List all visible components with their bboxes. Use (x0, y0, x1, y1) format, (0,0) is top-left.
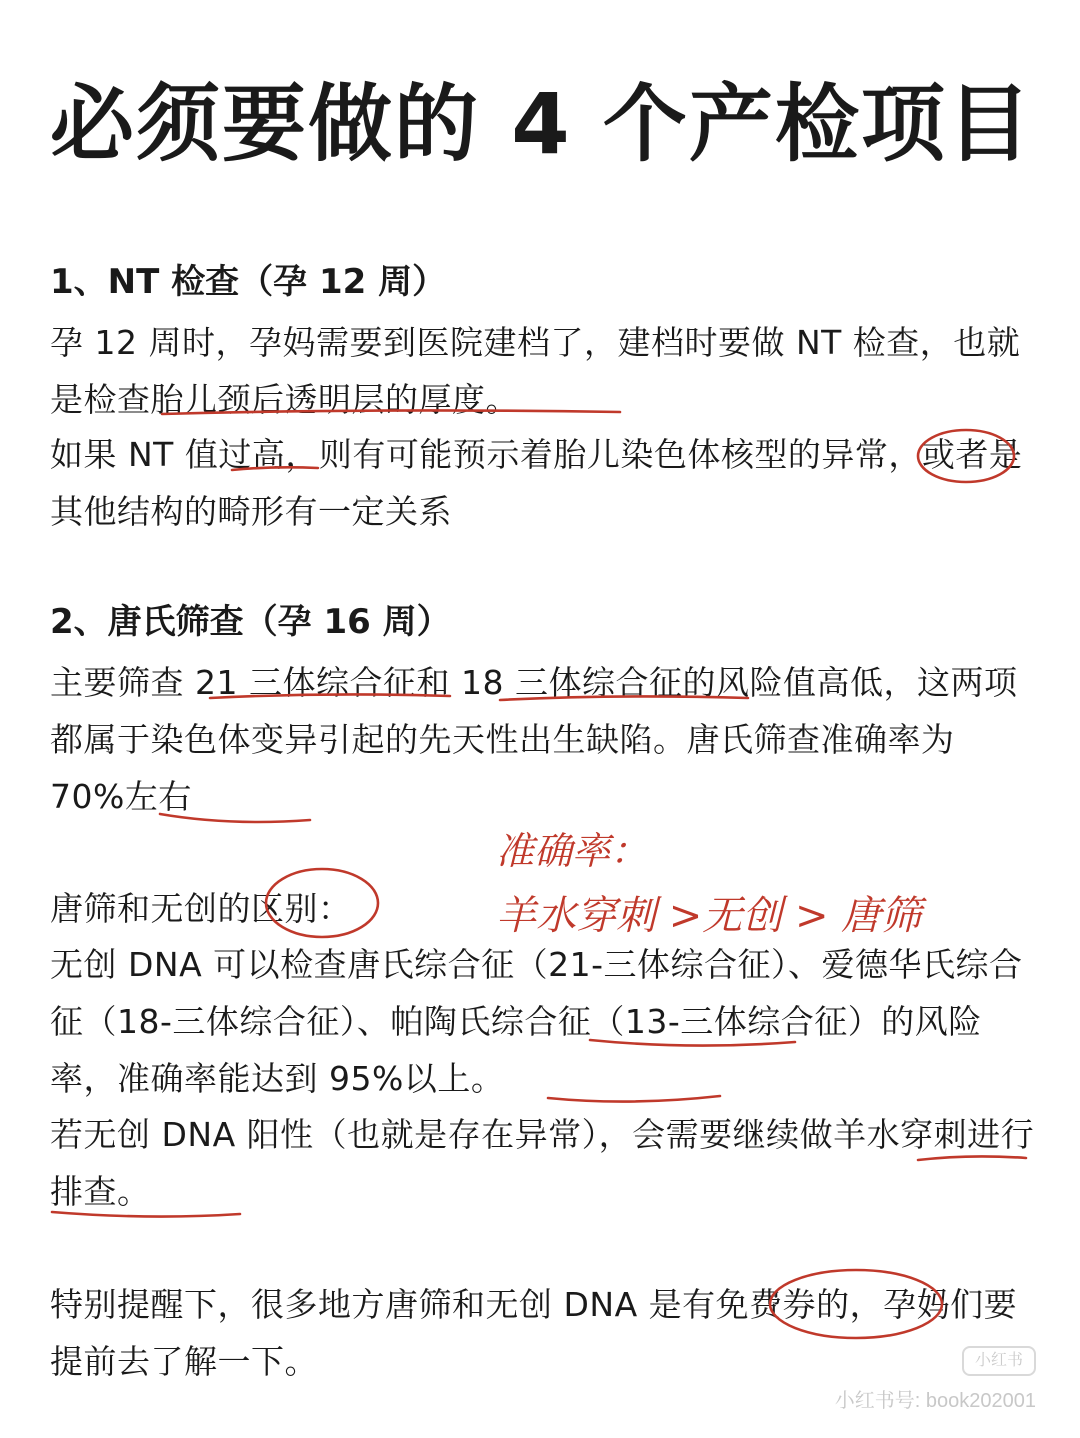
section-1-paragraph-1: 孕 12 周时，孕妈需要到医院建档了，建档时要做 NT 检查，也就是检查胎儿颈后透明层的厚度。 (50, 323, 1021, 419)
watermark-logo: 小红书 (962, 1346, 1036, 1376)
reminder-paragraph: 特别提醒下，很多地方唐筛和无创 DNA 是有免费券的，孕妈们要提前去了解一下。 (50, 1285, 1018, 1381)
circle-difference (266, 869, 378, 937)
circle-free-voucher (770, 1270, 942, 1338)
underline-trisomy-21 (210, 694, 450, 698)
section-2-heading: 2、唐氏筛查（孕 16 周） (50, 602, 451, 642)
section-2-diff-heading: 唐筛和无创的区别： (50, 889, 352, 928)
section-2-paragraph-3: 若无创 DNA 阳性（也就是存在异常），会需要继续做羊水穿刺进行排查。 (50, 1115, 1035, 1211)
page-title: 必须要做的 4 个产检项目 (50, 75, 1033, 173)
section-1-paragraph-2: 如果 NT 值过高，则有可能预示着胎儿染色体核型的异常，或者是其他结构的畸形有一定关系 (50, 435, 1023, 531)
underline-nt-thickness (162, 410, 620, 414)
handwritten-note-line-1: 准确率： (496, 829, 649, 873)
underline-trisomy-18 (500, 696, 748, 700)
underline-accuracy-95 (548, 1096, 720, 1102)
underline-amniocentesis-2 (52, 1212, 240, 1217)
underline-amniocentesis-1 (918, 1156, 1026, 1160)
handwritten-note-line-2: 羊水穿刺 >无创 > 唐筛 (496, 893, 922, 939)
watermark-text: 小红书号: book202001 (834, 1390, 1036, 1412)
circle-abnormal (918, 430, 1014, 482)
underline-too-high (232, 467, 318, 470)
section-2-paragraph-1: 主要筛查 21 三体综合征和 18 三体综合征的风险值高低，这两项都属于染色体变异引起的先天性出生缺陷。唐氏筛查准确率为 70%左右 (50, 663, 1018, 816)
section-1-heading: 1、NT 检查（孕 12 周） (50, 262, 447, 302)
underline-patau (590, 1040, 795, 1046)
section-2-paragraph-2: 无创 DNA 可以检查唐氏综合征（21-三体综合征）、爱德华氏综合征（18-三体综合征）、帕陶氏综合征（13-三体综合征）的风险率，准确率能达到 95%以上。 (50, 945, 1023, 1098)
underline-accuracy-70 (160, 814, 310, 822)
